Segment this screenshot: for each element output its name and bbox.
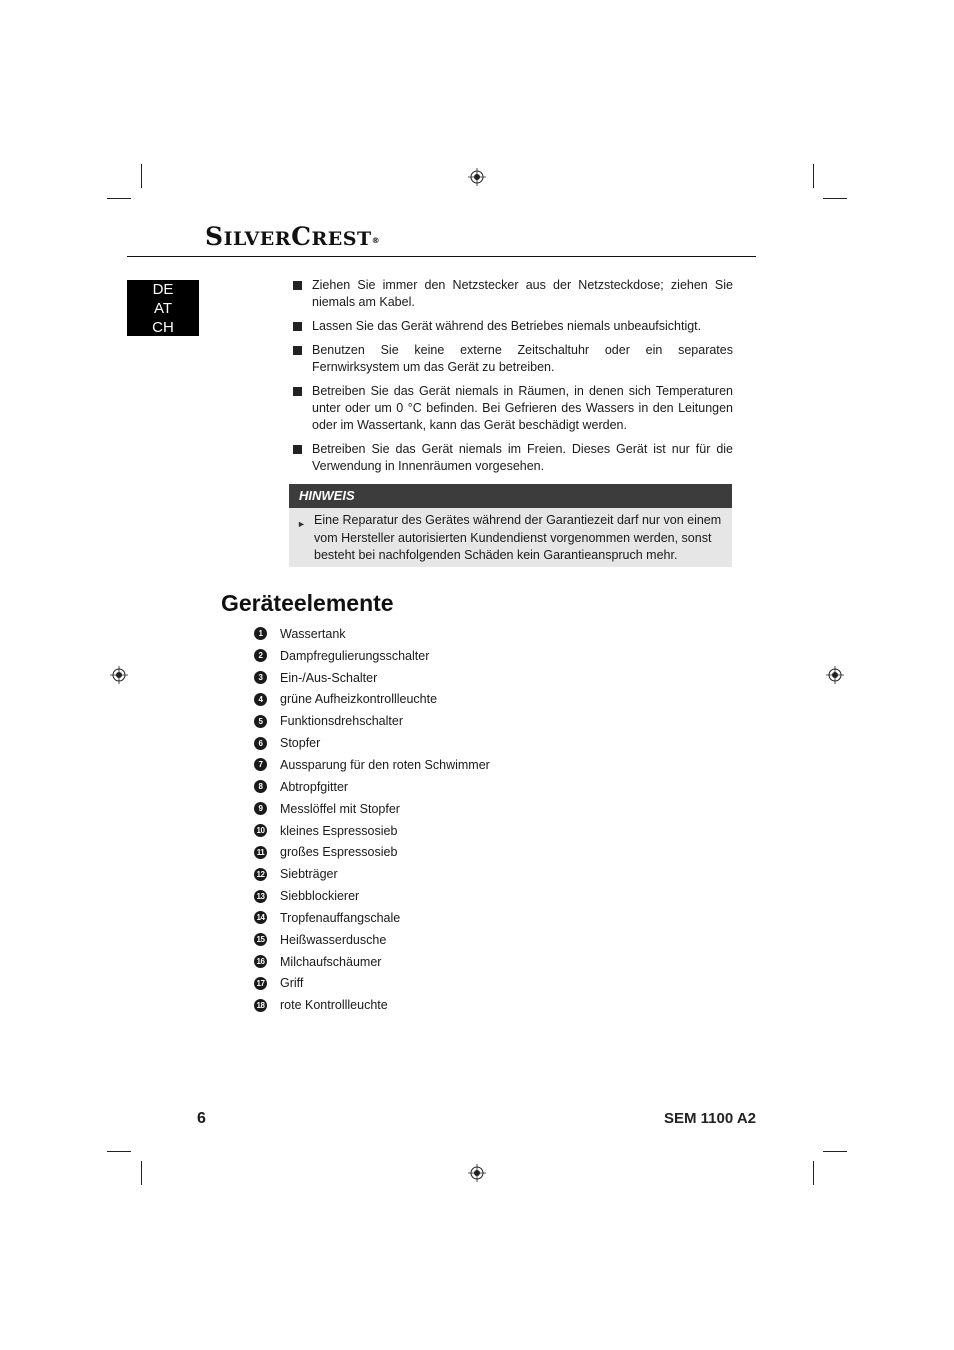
list-item: 15 Heißwasserdusche [254, 929, 490, 951]
square-bullet-icon [293, 281, 302, 290]
registration-mark-icon [826, 666, 844, 684]
list-item: 10 kleines Espressosieb [254, 820, 490, 842]
list-item: 14 Tropfenauffangschale [254, 907, 490, 929]
crop-mark [107, 1151, 131, 1152]
list-item: 8 Abtropfgitter [254, 776, 490, 798]
number-badge: 7 [254, 758, 267, 771]
list-item: 13 Siebblockierer [254, 885, 490, 907]
list-item: Lassen Sie das Gerät während des Betriebes niemals unbeaufsichtigt. [293, 318, 733, 335]
language-code: DE [152, 281, 174, 298]
list-item: 12 Siebträger [254, 863, 490, 885]
number-badge: 14 [254, 911, 267, 924]
model-number: SEM 1100 A2 [664, 1110, 756, 1127]
number-badge: 17 [254, 977, 267, 990]
arrow-right-icon: ► [297, 519, 306, 529]
number-badge: 3 [254, 671, 267, 684]
list-item: Ziehen Sie immer den Netzstecker aus der Netzsteckdose; ziehen Sie niemals am Kabel. [293, 277, 733, 311]
list-item: Benutzen Sie keine externe Zeitschaltuhr oder ein separates Fernwirksystem um das Gerät zu betreiben. [293, 342, 733, 376]
list-item: Betreiben Sie das Gerät niemals im Freien. Dieses Gerät ist nur für die Verwendung in Innenräumen vorgesehen. [293, 441, 733, 475]
note-heading: HINWEIS [289, 484, 732, 508]
language-code: CH [152, 319, 174, 336]
list-item: 7 Aussparung für den roten Schwimmer [254, 754, 490, 776]
number-badge: 15 [254, 933, 267, 946]
list-item: Betreiben Sie das Gerät niemals in Räumen, in denen sich Temperaturen unter oder um 0 °C befinden. Bei Gefrieren des Wassers in den Leitungen oder im Wassertank, kann das Gerät beschädigt werden. [293, 383, 733, 434]
note-text: Eine Reparatur des Gerätes während der Garantiezeit darf nur von einem vom Hersteller autorisierten Kundendienst vorgenommen werden, sonst besteht bei nachfolgenden Schäden kein Garantieanspruch mehr. [314, 513, 722, 562]
crop-mark [107, 198, 131, 199]
square-bullet-icon [293, 445, 302, 454]
list-item: 5 Funktionsdrehschalter [254, 710, 490, 732]
number-badge: 4 [254, 693, 267, 706]
brand-logo: SILVERCREST® [205, 222, 381, 251]
list-item: 3 Ein-/Aus-Schalter [254, 667, 490, 689]
language-tab [127, 280, 199, 336]
registration-mark-icon [110, 666, 128, 684]
crop-mark [813, 1161, 814, 1185]
number-badge: 18 [254, 999, 267, 1012]
number-badge: 13 [254, 890, 267, 903]
number-badge: 10 [254, 824, 267, 837]
number-badge: 1 [254, 627, 267, 640]
number-badge: 6 [254, 737, 267, 750]
list-item: 6 Stopfer [254, 732, 490, 754]
number-badge: 11 [254, 846, 267, 859]
note-body [289, 508, 732, 567]
language-code: AT [153, 300, 173, 317]
number-badge: 12 [254, 868, 267, 881]
safety-bullet-list [293, 277, 733, 482]
number-badge: 8 [254, 780, 267, 793]
list-item: 18 rote Kontrollleuchte [254, 994, 490, 1016]
list-item: 2 Dampfregulierungsschalter [254, 645, 490, 667]
number-badge: 5 [254, 715, 267, 728]
list-item: 16 Milchaufschäumer [254, 951, 490, 973]
page-number: 6 [197, 1110, 206, 1127]
registration-mark-icon [468, 1164, 486, 1182]
list-item: 11 großes Espressosieb [254, 841, 490, 863]
section-title: Geräteelemente [221, 590, 394, 616]
number-badge: 2 [254, 649, 267, 662]
crop-mark [823, 1151, 847, 1152]
header-rule [127, 256, 756, 257]
square-bullet-icon [293, 387, 302, 396]
list-item: 9 Messlöffel mit Stopfer [254, 798, 490, 820]
number-badge: 16 [254, 955, 267, 968]
registration-mark-icon [468, 168, 486, 186]
list-item: 1 Wassertank [254, 623, 490, 645]
square-bullet-icon [293, 346, 302, 355]
crop-mark [141, 164, 142, 188]
list-item: 17 Griff [254, 973, 490, 995]
crop-mark [823, 198, 847, 199]
number-badge: 9 [254, 802, 267, 815]
component-list [254, 623, 490, 1016]
list-item: 4 grüne Aufheizkontrollleuchte [254, 689, 490, 711]
crop-mark [141, 1161, 142, 1185]
square-bullet-icon [293, 322, 302, 331]
crop-mark [813, 164, 814, 188]
